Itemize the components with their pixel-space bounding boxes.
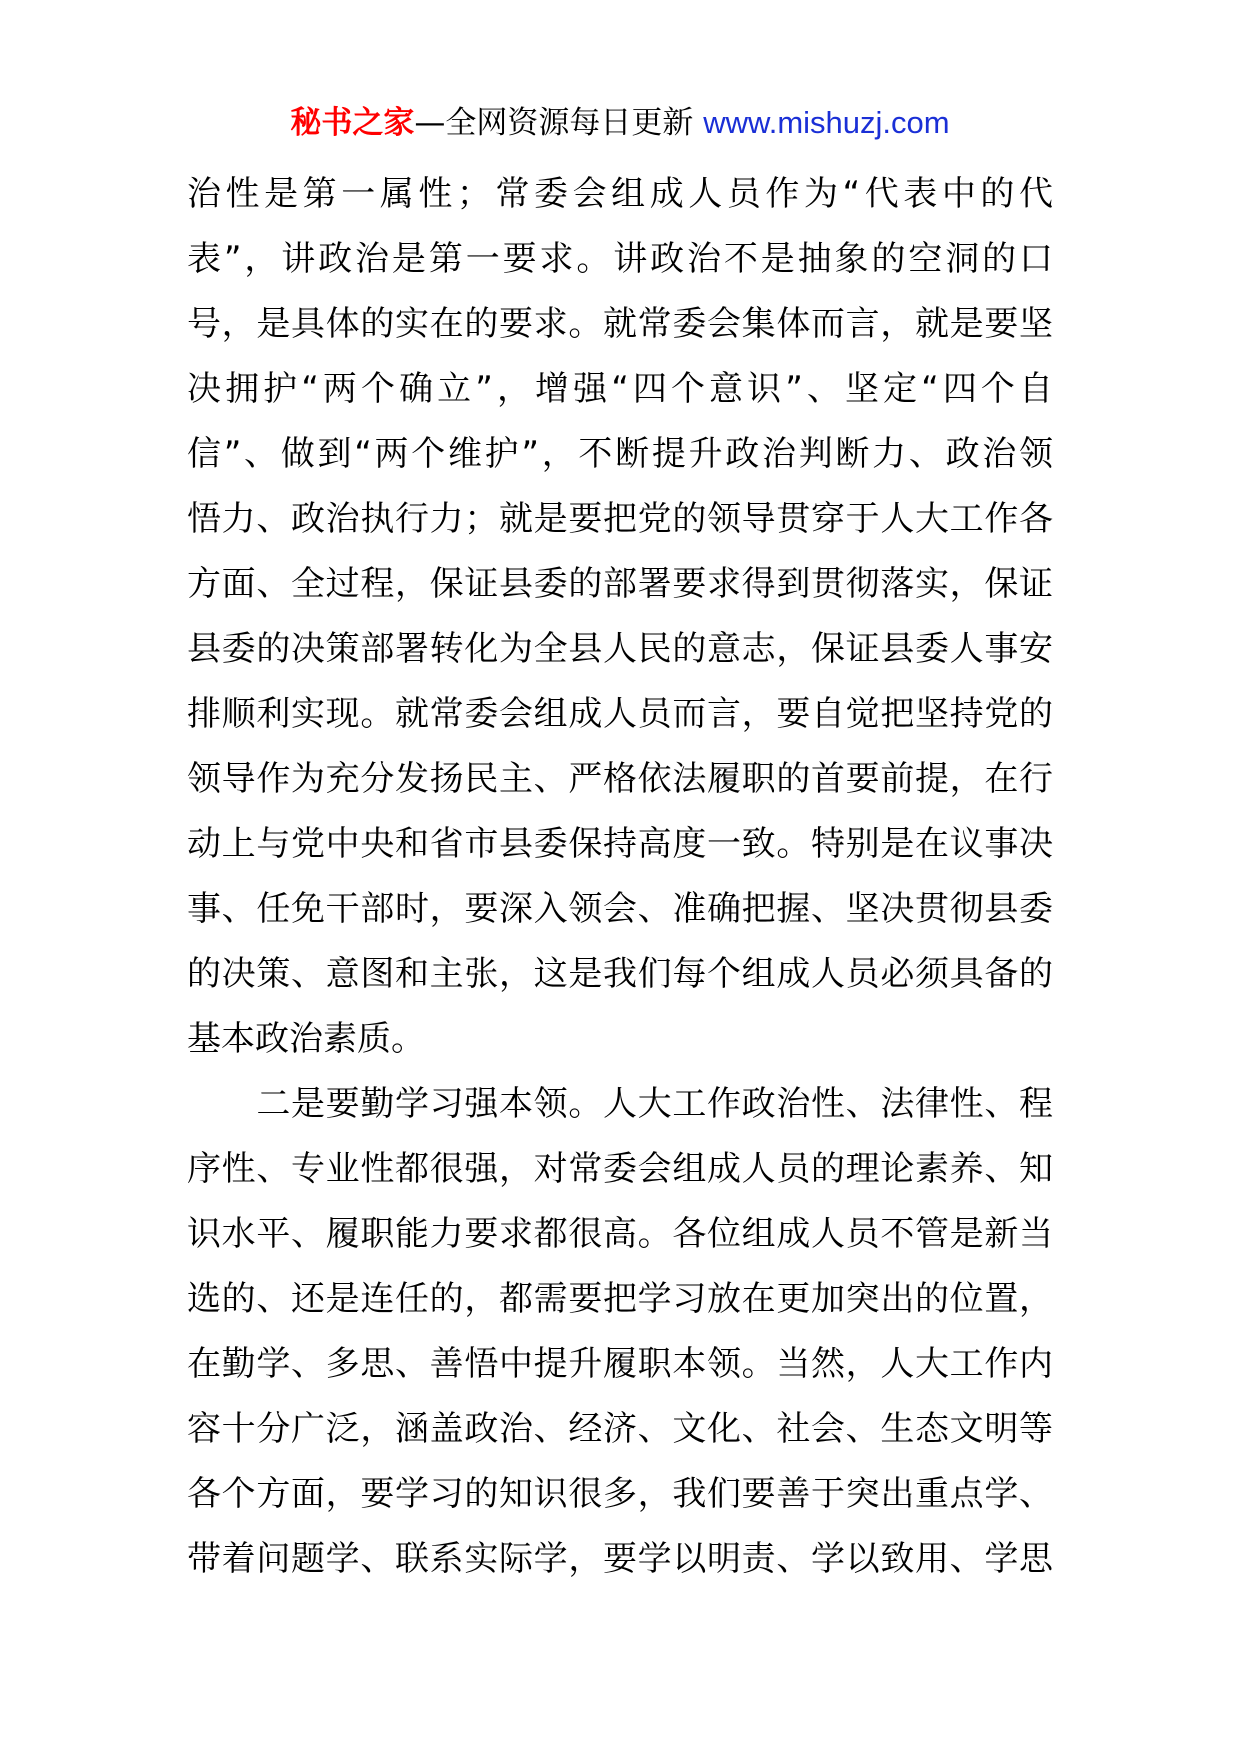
body-line: 决拥护“两个确立”，增强“四个意识”、坚定“四个自 [187,369,1053,409]
body-line: 悟力、政治执行力；就是要把党的领导贯穿于人大工作各 [187,499,1053,539]
body-line: 排顺利实现。就常委会组成人员而言，要自觉把坚持党的 [187,694,1053,734]
body-line: 方面、全过程，保证县委的部署要求得到贯彻落实，保证 [187,564,1053,604]
body-line: 在勤学、多思、善悟中提升履职本领。当然，人大工作内 [187,1344,1053,1384]
body-line: 容十分广泛，涵盖政治、经济、文化、社会、生态文明等 [187,1409,1053,1449]
site-brand-name: 秘书之家 [290,105,415,141]
body-line: 选的、还是连任的，都需要把学习放在更加突出的位置， [187,1279,1053,1319]
body-line: 领导作为充分发扬民主、严格依法履职的首要前提，在行 [187,759,1053,799]
body-line: 各个方面，要学习的知识很多，我们要善于突出重点学、 [187,1474,1053,1514]
site-header-banner [0,100,1240,146]
body-line: 序性、专业性都很强，对常委会组成人员的理论素养、知 [187,1149,1053,1189]
site-tagline: —全网资源每日更新 [414,105,704,141]
paragraph-start-line: 二是要勤学习强本领。人大工作政治性、法律性、程 [187,1084,1053,1124]
body-line: 事、任免干部时，要深入领会、准确把握、坚决贯彻县委 [187,889,1053,929]
document-body [187,162,1053,1592]
body-line: 表”，讲政治是第一要求。讲政治不是抽象的空洞的口 [187,239,1053,279]
body-line: 信”、做到“两个维护”，不断提升政治判断力、政治领 [187,434,1053,474]
body-line: 治性是第一属性；常委会组成人员作为“代表中的代 [187,174,1053,214]
body-line: 带着问题学、联系实际学，要学以明责、学以致用、学思 [187,1539,1053,1579]
body-line: 动上与党中央和省市县委保持高度一致。特别是在议事决 [187,824,1053,864]
body-line: 识水平、履职能力要求都很高。各位组成人员不管是新当 [187,1214,1053,1254]
site-url: www.mishuzj.com [703,105,950,140]
paragraph-end-line: 基本政治素质。 [187,1019,425,1059]
body-line: 县委的决策部署转化为全县人民的意志，保证县委人事安 [187,629,1053,669]
body-line: 的决策、意图和主张，这是我们每个组成人员必须具备的 [187,954,1053,994]
body-line: 号，是具体的实在的要求。就常委会集体而言，就是要坚 [187,304,1053,344]
